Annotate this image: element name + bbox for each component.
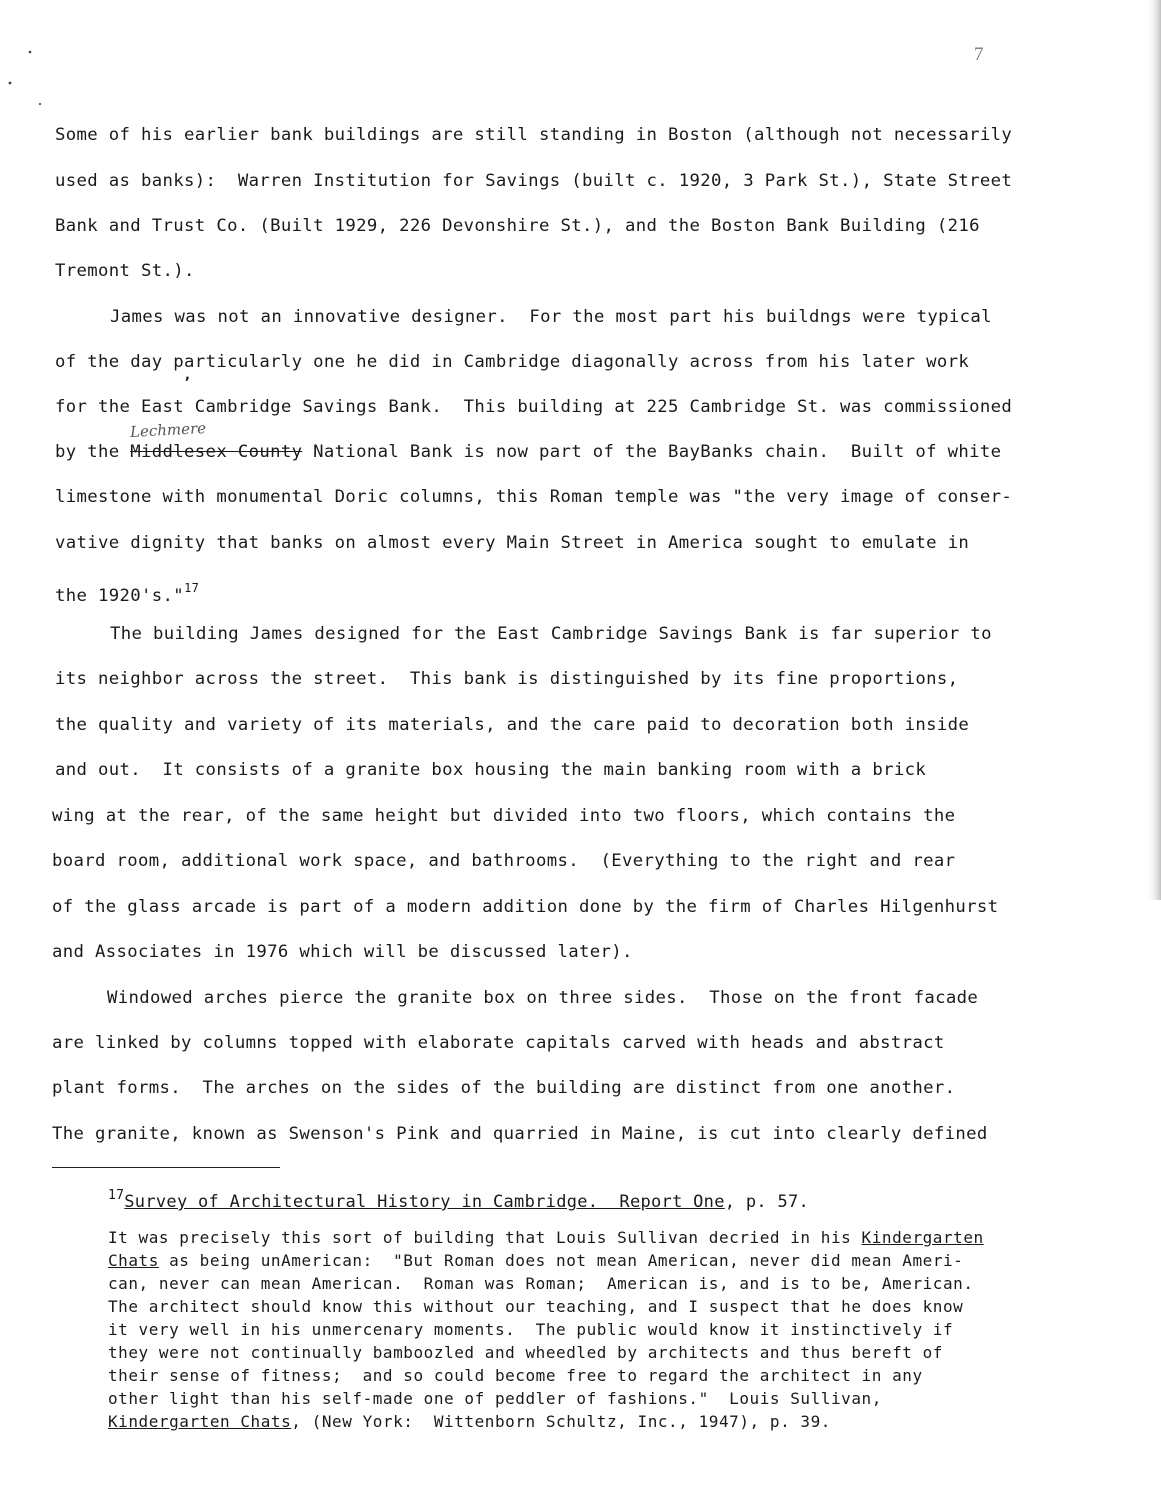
- text-span: National Bank is now part of the BayBanks chain. Built of white: [302, 442, 1002, 462]
- body-line: The granite, known as Swenson's Pink and quarried in Maine, is cut into clearly defined: [52, 1124, 988, 1144]
- body-line: board room, additional work space, and bathrooms. (Everything to the right and rear: [52, 851, 956, 871]
- book-title: Kindergarten: [861, 1228, 984, 1247]
- text-span: , p. 57.: [724, 1192, 810, 1212]
- body-line: wing at the rear, of the same height but divided into two floors, which contains the: [52, 806, 956, 826]
- struck-text: Middlesex County: [130, 442, 303, 462]
- body-line: [55, 578, 199, 606]
- margin-specks: [0, 0, 60, 120]
- body-line: Bank and Trust Co. (Built 1929, 226 Devonshire St.), and the Boston Bank Building (216: [55, 216, 980, 236]
- source-title: Survey of Architectural History in Cambridge. Report One: [124, 1192, 725, 1212]
- body-line: its neighbor across the street. This bank is distinguished by its fine proportions,: [55, 669, 959, 689]
- handwritten-correction: Lechmere: [129, 419, 207, 441]
- text-span: by the: [55, 442, 131, 462]
- footnote-line: can, never can mean American. Roman was Roman; American is, and is to be, American.: [108, 1274, 974, 1293]
- body-line: Some of his earlier bank buildings are still standing in Boston (although not necessarily: [55, 125, 1013, 145]
- handwritten-comma: ,: [185, 368, 190, 383]
- footnote-marker: 17: [184, 581, 200, 595]
- body-line: [55, 442, 1001, 462]
- footnote-line: The architect should know this without our teaching, and I suspect that he does know: [108, 1297, 964, 1316]
- footnote-line: they were not continually bamboozled and wheedled by architects and thus bereft of: [108, 1343, 943, 1362]
- body-line: the quality and variety of its materials, and the care paid to decoration both inside: [55, 715, 970, 735]
- body-line: used as banks): Warren Institution for Savings (built c. 1920, 3 Park St.), State Street: [55, 171, 1013, 191]
- footnote-line: [108, 1412, 831, 1432]
- body-line: for the East Cambridge Savings Bank. This building at 225 Cambridge St. was commissioned: [55, 397, 1013, 417]
- text-span: as being unAmerican: "But Roman does not mean American, never did mean Ameri-: [158, 1251, 964, 1270]
- body-line: James was not an innovative designer. For the most part his buildngs were typical: [110, 307, 992, 327]
- body-line: and out. It consists of a granite box housing the main banking room with a brick: [55, 760, 927, 780]
- body-line: Windowed arches pierce the granite box on three sides. Those on the front facade: [107, 988, 979, 1008]
- footnote-reference: [108, 1186, 809, 1212]
- text-span: the 1920's.": [55, 586, 185, 606]
- footnote-line: it very well in his unmercenary moments. The public would know it instinctively if: [108, 1320, 954, 1339]
- body-line: Tremont St.).: [55, 261, 195, 281]
- body-line: are linked by columns topped with elaborate capitals carved with heads and abstract: [52, 1033, 945, 1053]
- body-line: plant forms. The arches on the sides of the building are distinct from one another.: [52, 1078, 956, 1098]
- body-line: [55, 352, 969, 372]
- footnote-line: [108, 1228, 984, 1248]
- text-span: particularly one he did in Cambridge diagonally across from his later work: [162, 352, 970, 372]
- body-line: and Associates in 1976 which will be discussed later).: [52, 942, 633, 962]
- footnote-line: their sense of fitness; and so could become free to regard the architect in any: [108, 1366, 923, 1385]
- book-title: Chats: [108, 1251, 159, 1270]
- book-title: Kindergarten Chats: [108, 1412, 292, 1431]
- text-span: It was precisely this sort of building that Louis Sullivan decried in his: [108, 1228, 862, 1247]
- text-span: of the day: [55, 352, 163, 372]
- body-line: The building James designed for the East Cambridge Savings Bank is far superior to: [110, 624, 992, 644]
- footnote-number: 17: [108, 1188, 125, 1203]
- body-line: vative dignity that banks on almost every Main Street in America sought to emulate in: [55, 533, 970, 553]
- scan-edge-shadow: [1147, 0, 1161, 900]
- footnote-line: [108, 1251, 963, 1271]
- text-span: , (New York: Wittenborn Schultz, Inc., 1947), p. 39.: [291, 1412, 831, 1431]
- body-line: of the glass arcade is part of a modern addition done by the firm of Charles Hilgenhurst: [52, 897, 999, 917]
- footnote-rule: [52, 1167, 280, 1168]
- page-number: 7: [974, 44, 984, 65]
- footnote-line: other light than his self-made one of peddler of fashions." Louis Sullivan,: [108, 1389, 882, 1408]
- body-line: limestone with monumental Doric columns, this Roman temple was "the very image of conser-: [55, 487, 1013, 507]
